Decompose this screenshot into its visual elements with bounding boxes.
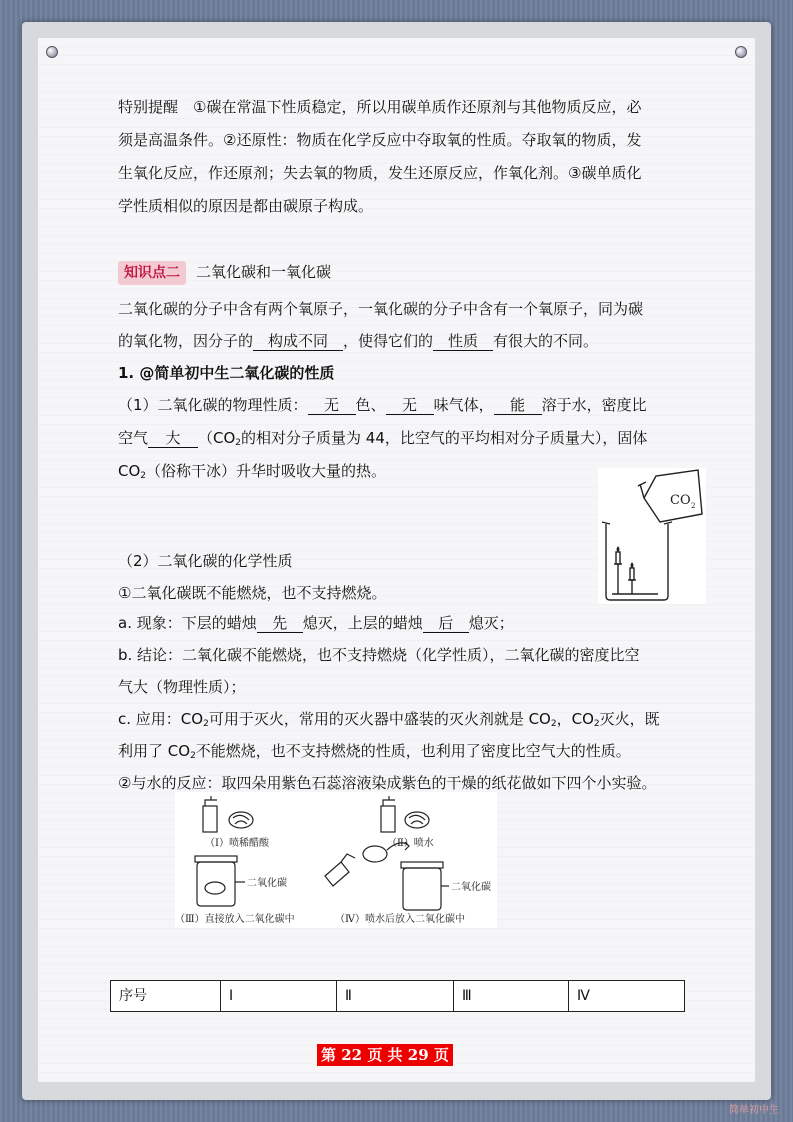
chem-line (118, 740, 631, 767)
paper-flower-experiments-figure (175, 792, 497, 928)
chem-line: ②与水的反应：取四朵用紫色石蕊溶液染成紫色的干燥的纸花做如下四个小实验。 (118, 774, 657, 792)
chem-line: b. 结论：二氧化碳不能燃烧，也不支持燃烧（化学性质），二氧化碳的密度比空 (118, 646, 640, 664)
text: 可用于灭火，常用的灭火器中盛装的灭火剂就是 CO (208, 710, 551, 728)
section-title: 二氧化碳和一氧化碳 (196, 263, 332, 281)
subscript: 2 (203, 719, 209, 729)
text: 熄灭； (468, 614, 514, 632)
experiment-label-3: （Ⅲ）直接放入二氧化碳中 (175, 914, 295, 925)
co2-candle-figure (598, 468, 706, 604)
experiment-label-4: （Ⅳ）喷水后放入二氧化碳中 (335, 914, 465, 925)
subscript: 2 (190, 751, 196, 761)
text: 溶于水，密度比 (541, 396, 647, 414)
tip-line: 生氧化反应，作还原剂；失去氧的物质，发生还原反应，作氧化剂。③碳单质化 (118, 164, 642, 182)
subscript: 2 (593, 719, 600, 729)
text: a. 现象：下层的蜡烛 (118, 614, 257, 632)
page-number: 第 22 页 共 29 页 (317, 1044, 453, 1066)
answer-blank: 能 (494, 396, 542, 415)
phys-line (118, 394, 647, 416)
answer-blank: 后 (423, 614, 469, 633)
phys-line (118, 427, 647, 454)
gas-label: 二氧化碳 (451, 882, 491, 893)
text: 的氧化物，因分子的 (118, 332, 254, 350)
section-heading (118, 261, 331, 285)
text: ，CO (556, 710, 594, 728)
phys-line (118, 460, 386, 487)
tip-line: 特别提醒 ①碳在常温下性质稳定，所以用碳单质作还原剂与其他物质反应，必 (118, 98, 642, 116)
answer-blank: 无 (386, 396, 434, 415)
chem-line: 气大（物理性质）； (118, 678, 246, 696)
co2-label: CO (670, 493, 691, 508)
text: 熄灭，上层的蜡烛 (302, 614, 423, 632)
text: 有很大的不同。 (493, 332, 599, 350)
subscript: 2 (235, 438, 242, 448)
text: 的相对分子质量为 44，比空气的平均相对分子质量大），固体 (241, 429, 648, 447)
gas-label: 二氧化碳 (247, 878, 287, 889)
chem-line (118, 708, 660, 735)
answer-blank: 先 (257, 614, 303, 633)
item-heading: 1. @简单初中生二氧化碳的性质 (118, 364, 335, 382)
answer-blank: 构成不同 (253, 332, 343, 351)
text: 味气体， (433, 396, 494, 414)
answer-blank: 大 (148, 429, 198, 448)
watermark: 简单初中生 (729, 1105, 779, 1116)
text: 利用了 CO (118, 742, 191, 760)
results-table (110, 980, 685, 1012)
text: CO (118, 462, 141, 480)
answer-blank: 性质 (433, 332, 493, 351)
subscript: 2 (140, 471, 147, 481)
table-header-cell: Ⅱ (337, 981, 454, 1011)
table-header-cell: Ⅳ (577, 988, 590, 1004)
chem-line (118, 612, 514, 634)
answer-blank: 无 (308, 396, 356, 415)
chem-title: （2）二氧化碳的化学性质 (118, 552, 293, 570)
intro-line: 二氧化碳的分子中含有两个氧原子，一氧化碳的分子中含有一个氧原子，同为碳 (118, 300, 644, 318)
tip-line: 须是高温条件。②还原性：物质在化学反应中夺取氧的性质。夺取氧的物质，发 (118, 131, 642, 149)
text: c. 应用：CO (118, 710, 204, 728)
text: 不能燃烧，也不支持燃烧的性质，也利用了密度比空气大的性质。 (195, 742, 631, 760)
section-badge: 知识点二 (118, 261, 186, 285)
text: 色、 (355, 396, 386, 414)
table-header-cell: Ⅲ (454, 981, 569, 1011)
text: （CO (198, 429, 236, 447)
text: 灭火，既 (599, 710, 660, 728)
chem-line: ①二氧化碳既不能燃烧，也不支持燃烧。 (118, 584, 387, 602)
text: （俗称干冰）升华时吸收大量的热。 (146, 462, 387, 480)
co2-subscript: 2 (691, 502, 696, 510)
subscript: 2 (550, 719, 557, 729)
tip-line: 学性质相似的原因是都由碳原子构成。 (118, 197, 374, 215)
text: （1）二氧化碳的物理性质： (118, 396, 308, 414)
experiment-label-2: （Ⅱ）喷水 (387, 838, 434, 849)
table-header-cell: 序号 (111, 981, 221, 1011)
pin-icon (735, 46, 747, 58)
intro-line (118, 330, 598, 352)
text: 空气 (118, 429, 149, 447)
text: ，使得它们的 (343, 332, 434, 350)
pin-icon (46, 46, 58, 58)
experiment-label-1: （Ⅰ）喷稀醋酸 (205, 838, 269, 849)
table-header-cell: Ⅰ (221, 981, 337, 1011)
